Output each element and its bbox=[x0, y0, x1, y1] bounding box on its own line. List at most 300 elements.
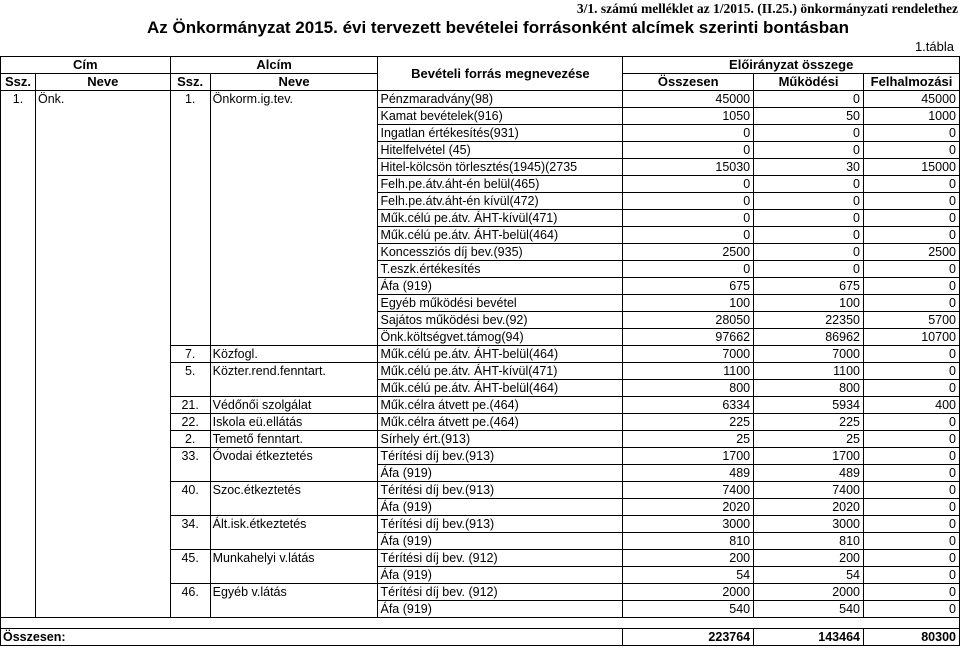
cell-neve1 bbox=[35, 329, 170, 346]
cell-neve1 bbox=[35, 414, 170, 431]
cell-ssz1 bbox=[1, 482, 36, 499]
cell-osszesen: 1050 bbox=[623, 108, 754, 125]
cell-neve1 bbox=[35, 499, 170, 516]
cell-ssz2 bbox=[170, 295, 210, 312]
cell-osszesen: 28050 bbox=[623, 312, 754, 329]
cell-ssz1 bbox=[1, 261, 36, 278]
cell-neve2 bbox=[210, 210, 378, 227]
cell-forras: Koncessziós díj bev.(935) bbox=[378, 244, 623, 261]
header-eloiranyzat: Előirányzat összege bbox=[623, 57, 960, 74]
cell-neve1 bbox=[35, 346, 170, 363]
cell-neve1 bbox=[35, 550, 170, 567]
cell-forras: Áfa (919) bbox=[378, 465, 623, 482]
cell-felhalmozasi: 0 bbox=[864, 465, 960, 482]
cell-ssz1 bbox=[1, 193, 36, 210]
total-mukodesi: 143464 bbox=[754, 629, 864, 646]
cell-forras: Önk.költségvet.támog(94) bbox=[378, 329, 623, 346]
cell-neve2 bbox=[210, 125, 378, 142]
cell-neve1 bbox=[35, 210, 170, 227]
cell-mukodesi: 810 bbox=[754, 533, 864, 550]
revenue-table bbox=[0, 56, 960, 646]
table-row bbox=[1, 601, 960, 618]
cell-osszesen: 540 bbox=[623, 601, 754, 618]
cell-ssz2: 7. bbox=[170, 346, 210, 363]
cell-ssz2: 5. bbox=[170, 363, 210, 380]
cell-forras: Sajátos működési bev.(92) bbox=[378, 312, 623, 329]
cell-neve1: Önk. bbox=[35, 91, 170, 108]
cell-mukodesi: 86962 bbox=[754, 329, 864, 346]
cell-mukodesi: 2000 bbox=[754, 584, 864, 601]
cell-osszesen: 1100 bbox=[623, 363, 754, 380]
header-ssz1: Ssz. bbox=[1, 74, 36, 91]
table-row bbox=[1, 550, 960, 567]
cell-osszesen: 0 bbox=[623, 176, 754, 193]
cell-neve1 bbox=[35, 448, 170, 465]
cell-osszesen: 0 bbox=[623, 142, 754, 159]
cell-neve2 bbox=[210, 278, 378, 295]
cell-mukodesi: 0 bbox=[754, 193, 864, 210]
cell-ssz1 bbox=[1, 142, 36, 159]
table-row bbox=[1, 584, 960, 601]
cell-felhalmozasi: 1000 bbox=[864, 108, 960, 125]
cell-mukodesi: 0 bbox=[754, 227, 864, 244]
cell-ssz2: 21. bbox=[170, 397, 210, 414]
cell-ssz1: 1. bbox=[1, 91, 36, 108]
cell-osszesen: 0 bbox=[623, 227, 754, 244]
cell-felhalmozasi: 400 bbox=[864, 397, 960, 414]
cell-ssz2 bbox=[170, 312, 210, 329]
cell-felhalmozasi: 0 bbox=[864, 414, 960, 431]
spacer-row bbox=[1, 618, 960, 629]
cell-ssz2 bbox=[170, 210, 210, 227]
table-row bbox=[1, 346, 960, 363]
cell-neve1 bbox=[35, 431, 170, 448]
cell-felhalmozasi: 0 bbox=[864, 142, 960, 159]
cell-ssz2 bbox=[170, 159, 210, 176]
table-row bbox=[1, 261, 960, 278]
table-row bbox=[1, 448, 960, 465]
cell-mukodesi: 7400 bbox=[754, 482, 864, 499]
cell-osszesen: 15030 bbox=[623, 159, 754, 176]
cell-felhalmozasi: 0 bbox=[864, 193, 960, 210]
cell-forras: Térítési díj bev. (912) bbox=[378, 550, 623, 567]
cell-ssz2 bbox=[170, 193, 210, 210]
cell-osszesen: 6334 bbox=[623, 397, 754, 414]
cell-osszesen: 45000 bbox=[623, 91, 754, 108]
cell-felhalmozasi: 0 bbox=[864, 567, 960, 584]
cell-ssz2: 40. bbox=[170, 482, 210, 499]
cell-forras: Felh.pe.átv.áht-én kívül(472) bbox=[378, 193, 623, 210]
table-row bbox=[1, 210, 960, 227]
cell-osszesen: 800 bbox=[623, 380, 754, 397]
cell-felhalmozasi: 0 bbox=[864, 227, 960, 244]
cell-ssz1 bbox=[1, 329, 36, 346]
cell-forras: Műk.célra átvett pe.(464) bbox=[378, 397, 623, 414]
cell-ssz2 bbox=[170, 142, 210, 159]
cell-forras: Térítési díj bev.(913) bbox=[378, 448, 623, 465]
cell-neve2: Védőnői szolgálat bbox=[210, 397, 378, 414]
cell-neve2: Közter.rend.fenntart. bbox=[210, 363, 378, 380]
cell-osszesen: 1700 bbox=[623, 448, 754, 465]
cell-ssz2 bbox=[170, 601, 210, 618]
cell-mukodesi: 0 bbox=[754, 142, 864, 159]
cell-ssz1 bbox=[1, 312, 36, 329]
cell-forras: Felh.pe.átv.áht-én belül(465) bbox=[378, 176, 623, 193]
cell-ssz2 bbox=[170, 261, 210, 278]
cell-neve1 bbox=[35, 227, 170, 244]
cell-osszesen: 7000 bbox=[623, 346, 754, 363]
total-label: Összesen: bbox=[1, 629, 623, 646]
cell-ssz2 bbox=[170, 465, 210, 482]
table-row bbox=[1, 295, 960, 312]
cell-felhalmozasi: 0 bbox=[864, 601, 960, 618]
cell-ssz2 bbox=[170, 244, 210, 261]
cell-neve2 bbox=[210, 380, 378, 397]
table-row bbox=[1, 312, 960, 329]
cell-mukodesi: 200 bbox=[754, 550, 864, 567]
cell-neve2: Szoc.étkeztetés bbox=[210, 482, 378, 499]
cell-ssz2: 46. bbox=[170, 584, 210, 601]
table-row bbox=[1, 363, 960, 380]
cell-forras: Egyéb működési bevétel bbox=[378, 295, 623, 312]
cell-ssz2 bbox=[170, 108, 210, 125]
cell-neve2: Ált.isk.étkeztetés bbox=[210, 516, 378, 533]
cell-osszesen: 0 bbox=[623, 261, 754, 278]
cell-mukodesi: 0 bbox=[754, 261, 864, 278]
table-row bbox=[1, 380, 960, 397]
total-row bbox=[1, 629, 960, 646]
cell-neve2: Iskola eü.ellátás bbox=[210, 414, 378, 431]
cell-neve1 bbox=[35, 159, 170, 176]
cell-neve1 bbox=[35, 482, 170, 499]
cell-ssz1 bbox=[1, 499, 36, 516]
cell-mukodesi: 25 bbox=[754, 431, 864, 448]
table-row bbox=[1, 499, 960, 516]
table-row bbox=[1, 278, 960, 295]
header-osszesen: Összesen bbox=[623, 74, 754, 91]
header-row-1 bbox=[1, 57, 960, 74]
cell-forras: Műk.célú pe.átv. ÁHT-belül(464) bbox=[378, 227, 623, 244]
table-row bbox=[1, 567, 960, 584]
cell-neve2 bbox=[210, 465, 378, 482]
cell-felhalmozasi: 0 bbox=[864, 380, 960, 397]
cell-osszesen: 0 bbox=[623, 125, 754, 142]
cell-neve2 bbox=[210, 159, 378, 176]
cell-felhalmozasi: 0 bbox=[864, 261, 960, 278]
cell-neve2: Temető fenntart. bbox=[210, 431, 378, 448]
cell-felhalmozasi: 0 bbox=[864, 499, 960, 516]
cell-osszesen: 97662 bbox=[623, 329, 754, 346]
cell-mukodesi: 100 bbox=[754, 295, 864, 312]
cell-ssz2 bbox=[170, 329, 210, 346]
cell-mukodesi: 1100 bbox=[754, 363, 864, 380]
cell-forras: Áfa (919) bbox=[378, 567, 623, 584]
cell-ssz1 bbox=[1, 431, 36, 448]
total-osszesen: 223764 bbox=[623, 629, 754, 646]
cell-mukodesi: 1700 bbox=[754, 448, 864, 465]
cell-neve1 bbox=[35, 295, 170, 312]
cell-neve2: Önkorm.ig.tev. bbox=[210, 91, 378, 108]
cell-mukodesi: 50 bbox=[754, 108, 864, 125]
cell-mukodesi: 22350 bbox=[754, 312, 864, 329]
cell-neve1 bbox=[35, 176, 170, 193]
cell-felhalmozasi: 15000 bbox=[864, 159, 960, 176]
cell-felhalmozasi: 0 bbox=[864, 550, 960, 567]
cell-felhalmozasi: 5700 bbox=[864, 312, 960, 329]
cell-ssz2 bbox=[170, 125, 210, 142]
decree-annotation: 3/1. számú melléklet az 1/2015. (II.25.) önkormányzati rendelethez bbox=[576, 1, 958, 16]
cell-forras: Áfa (919) bbox=[378, 533, 623, 550]
cell-neve1 bbox=[35, 363, 170, 380]
cell-mukodesi: 0 bbox=[754, 244, 864, 261]
cell-ssz1 bbox=[1, 159, 36, 176]
cell-neve2 bbox=[210, 244, 378, 261]
table-row bbox=[1, 482, 960, 499]
cell-osszesen: 25 bbox=[623, 431, 754, 448]
cell-ssz2 bbox=[170, 499, 210, 516]
table-row bbox=[1, 159, 960, 176]
cell-mukodesi: 5934 bbox=[754, 397, 864, 414]
cell-felhalmozasi: 0 bbox=[864, 278, 960, 295]
cell-ssz1 bbox=[1, 363, 36, 380]
header-neve2: Neve bbox=[210, 74, 378, 91]
cell-neve1 bbox=[35, 567, 170, 584]
cell-neve2 bbox=[210, 567, 378, 584]
cell-felhalmozasi: 0 bbox=[864, 210, 960, 227]
cell-ssz1 bbox=[1, 244, 36, 261]
table-row bbox=[1, 414, 960, 431]
cell-osszesen: 7400 bbox=[623, 482, 754, 499]
cell-neve1 bbox=[35, 193, 170, 210]
cell-felhalmozasi: 2500 bbox=[864, 244, 960, 261]
header-neve1: Neve bbox=[35, 74, 170, 91]
cell-neve1 bbox=[35, 142, 170, 159]
table-row bbox=[1, 465, 960, 482]
cell-felhalmozasi: 0 bbox=[864, 584, 960, 601]
cell-mukodesi: 800 bbox=[754, 380, 864, 397]
cell-neve2 bbox=[210, 261, 378, 278]
cell-neve1 bbox=[35, 516, 170, 533]
cell-neve2 bbox=[210, 312, 378, 329]
cell-forras: Áfa (919) bbox=[378, 278, 623, 295]
cell-ssz2: 22. bbox=[170, 414, 210, 431]
cell-felhalmozasi: 0 bbox=[864, 533, 960, 550]
cell-felhalmozasi: 0 bbox=[864, 125, 960, 142]
cell-neve1 bbox=[35, 584, 170, 601]
cell-neve1 bbox=[35, 108, 170, 125]
cell-neve1 bbox=[35, 278, 170, 295]
cell-neve2 bbox=[210, 227, 378, 244]
cell-neve1 bbox=[35, 261, 170, 278]
cell-neve2: Munkahelyi v.látás bbox=[210, 550, 378, 567]
spacer-cell bbox=[1, 618, 960, 629]
cell-mukodesi: 54 bbox=[754, 567, 864, 584]
cell-felhalmozasi: 0 bbox=[864, 176, 960, 193]
cell-neve2 bbox=[210, 142, 378, 159]
cell-neve2 bbox=[210, 499, 378, 516]
cell-neve2 bbox=[210, 193, 378, 210]
header-alcim: Alcím bbox=[170, 57, 378, 74]
cell-ssz1 bbox=[1, 567, 36, 584]
cell-forras: T.eszk.értékesítés bbox=[378, 261, 623, 278]
cell-neve2: Óvodai étkeztetés bbox=[210, 448, 378, 465]
cell-ssz1 bbox=[1, 227, 36, 244]
cell-neve2: Egyéb v.látás bbox=[210, 584, 378, 601]
cell-mukodesi: 675 bbox=[754, 278, 864, 295]
cell-neve2 bbox=[210, 601, 378, 618]
cell-forras: Áfa (919) bbox=[378, 499, 623, 516]
cell-mukodesi: 0 bbox=[754, 210, 864, 227]
cell-forras: Térítési díj bev. (912) bbox=[378, 584, 623, 601]
cell-felhalmozasi: 0 bbox=[864, 295, 960, 312]
cell-felhalmozasi: 0 bbox=[864, 516, 960, 533]
cell-forras: Műk.célú pe.átv. ÁHT-belül(464) bbox=[378, 346, 623, 363]
cell-osszesen: 54 bbox=[623, 567, 754, 584]
header-felhalmozasi: Felhalmozási bbox=[864, 74, 960, 91]
cell-felhalmozasi: 0 bbox=[864, 482, 960, 499]
cell-mukodesi: 3000 bbox=[754, 516, 864, 533]
cell-neve2 bbox=[210, 329, 378, 346]
cell-osszesen: 675 bbox=[623, 278, 754, 295]
cell-neve1 bbox=[35, 465, 170, 482]
cell-felhalmozasi: 0 bbox=[864, 363, 960, 380]
cell-ssz1 bbox=[1, 380, 36, 397]
header-ssz2: Ssz. bbox=[170, 74, 210, 91]
table-row bbox=[1, 142, 960, 159]
cell-forras: Hitelfelvétel (45) bbox=[378, 142, 623, 159]
cell-ssz1 bbox=[1, 278, 36, 295]
cell-ssz2: 45. bbox=[170, 550, 210, 567]
cell-neve2 bbox=[210, 295, 378, 312]
cell-ssz1 bbox=[1, 176, 36, 193]
cell-neve1 bbox=[35, 601, 170, 618]
cell-neve1 bbox=[35, 533, 170, 550]
cell-ssz2 bbox=[170, 533, 210, 550]
cell-mukodesi: 0 bbox=[754, 125, 864, 142]
cell-felhalmozasi: 0 bbox=[864, 448, 960, 465]
table-row bbox=[1, 227, 960, 244]
cell-felhalmozasi: 0 bbox=[864, 346, 960, 363]
cell-neve2 bbox=[210, 108, 378, 125]
cell-neve2 bbox=[210, 533, 378, 550]
cell-ssz1 bbox=[1, 108, 36, 125]
cell-forras: Ingatlan értékesítés(931) bbox=[378, 125, 623, 142]
cell-mukodesi: 225 bbox=[754, 414, 864, 431]
cell-forras: Műk.célú pe.átv. ÁHT-belül(464) bbox=[378, 380, 623, 397]
cell-ssz2: 1. bbox=[170, 91, 210, 108]
table-row bbox=[1, 108, 960, 125]
cell-ssz2: 33. bbox=[170, 448, 210, 465]
cell-forras: Műk.célú pe.átv. ÁHT-kívül(471) bbox=[378, 210, 623, 227]
cell-neve1 bbox=[35, 397, 170, 414]
page-title: Az Önkormányzat 2015. évi tervezett bevételei forrásonként alcímek szerinti bontásban bbox=[147, 18, 849, 37]
cell-neve2 bbox=[210, 176, 378, 193]
cell-ssz1 bbox=[1, 414, 36, 431]
cell-osszesen: 225 bbox=[623, 414, 754, 431]
cell-ssz1 bbox=[1, 533, 36, 550]
cell-osszesen: 2000 bbox=[623, 584, 754, 601]
cell-forras: Sírhely ért.(913) bbox=[378, 431, 623, 448]
cell-forras: Kamat bevételek(916) bbox=[378, 108, 623, 125]
cell-neve1 bbox=[35, 244, 170, 261]
cell-ssz1 bbox=[1, 601, 36, 618]
cell-ssz1 bbox=[1, 346, 36, 363]
table-row bbox=[1, 176, 960, 193]
cell-osszesen: 100 bbox=[623, 295, 754, 312]
cell-ssz2 bbox=[170, 567, 210, 584]
cell-mukodesi: 30 bbox=[754, 159, 864, 176]
cell-forras: Műk.célra átvett pe.(464) bbox=[378, 414, 623, 431]
cell-mukodesi: 7000 bbox=[754, 346, 864, 363]
cell-felhalmozasi: 0 bbox=[864, 431, 960, 448]
cell-ssz2: 2. bbox=[170, 431, 210, 448]
cell-neve1 bbox=[35, 312, 170, 329]
cell-ssz2 bbox=[170, 227, 210, 244]
table-row bbox=[1, 91, 960, 108]
cell-mukodesi: 2020 bbox=[754, 499, 864, 516]
cell-mukodesi: 0 bbox=[754, 176, 864, 193]
cell-neve1 bbox=[35, 125, 170, 142]
cell-forras: Pénzmaradvány(98) bbox=[378, 91, 623, 108]
cell-felhalmozasi: 45000 bbox=[864, 91, 960, 108]
cell-ssz1 bbox=[1, 397, 36, 414]
cell-neve1 bbox=[35, 380, 170, 397]
cell-ssz1 bbox=[1, 125, 36, 142]
cell-mukodesi: 0 bbox=[754, 91, 864, 108]
cell-forras: Műk.célú pe.átv. ÁHT-kívül(471) bbox=[378, 363, 623, 380]
cell-mukodesi: 489 bbox=[754, 465, 864, 482]
table-row bbox=[1, 533, 960, 550]
cell-osszesen: 810 bbox=[623, 533, 754, 550]
header-forras: Bevételi forrás megnevezése bbox=[378, 57, 623, 91]
cell-osszesen: 0 bbox=[623, 193, 754, 210]
table-row bbox=[1, 516, 960, 533]
table-row bbox=[1, 244, 960, 261]
cell-osszesen: 200 bbox=[623, 550, 754, 567]
cell-ssz1 bbox=[1, 295, 36, 312]
cell-ssz1 bbox=[1, 516, 36, 533]
header-cim: Cím bbox=[1, 57, 171, 74]
cell-forras: Hitel-kölcsön törlesztés(1945)(2735 bbox=[378, 159, 623, 176]
cell-forras: Térítési díj bev.(913) bbox=[378, 516, 623, 533]
cell-ssz2: 34. bbox=[170, 516, 210, 533]
cell-ssz1 bbox=[1, 550, 36, 567]
table-row bbox=[1, 431, 960, 448]
table-row bbox=[1, 397, 960, 414]
cell-ssz2 bbox=[170, 176, 210, 193]
table-row bbox=[1, 193, 960, 210]
cell-osszesen: 3000 bbox=[623, 516, 754, 533]
cell-forras: Térítési díj bev.(913) bbox=[378, 482, 623, 499]
table-label: 1.tábla bbox=[914, 39, 954, 54]
table-row bbox=[1, 125, 960, 142]
cell-ssz2 bbox=[170, 380, 210, 397]
cell-ssz1 bbox=[1, 210, 36, 227]
cell-ssz1 bbox=[1, 448, 36, 465]
cell-forras: Áfa (919) bbox=[378, 601, 623, 618]
header-mukodesi: Működési bbox=[754, 74, 864, 91]
cell-ssz1 bbox=[1, 584, 36, 601]
cell-osszesen: 489 bbox=[623, 465, 754, 482]
total-felhalmozasi: 80300 bbox=[864, 629, 960, 646]
cell-mukodesi: 540 bbox=[754, 601, 864, 618]
cell-ssz1 bbox=[1, 465, 36, 482]
cell-felhalmozasi: 10700 bbox=[864, 329, 960, 346]
cell-ssz2 bbox=[170, 278, 210, 295]
cell-neve2: Közfogl. bbox=[210, 346, 378, 363]
cell-osszesen: 2020 bbox=[623, 499, 754, 516]
table-row bbox=[1, 329, 960, 346]
